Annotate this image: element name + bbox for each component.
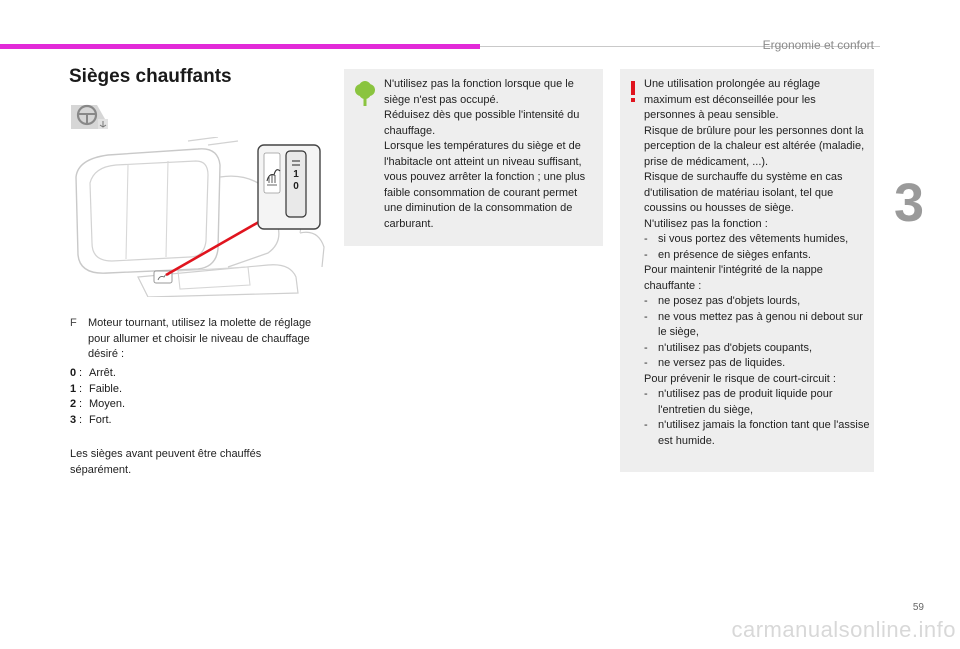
level-item: 2 : Moyen.	[70, 398, 126, 410]
heated-seat-illustration	[68, 137, 330, 297]
list-item: - ne posez pas d'objets lourds,	[644, 295, 801, 307]
list-item: - si vous portez des vêtements humides,	[644, 233, 849, 245]
warning-line: Risque de brûlure pour les personnes dont la perception de la chaleur est altérée (maladie, prise de médicament, ...).	[644, 124, 865, 168]
list-item: - ne vous mettez pas à genou ni debout sur le siège,	[644, 310, 863, 338]
page-number: 59	[912, 602, 924, 613]
dial-label-0: 0	[293, 181, 299, 192]
eco-line: Réduisez dès que possible l'intensité du chauffage.	[384, 109, 580, 137]
section-title: Ergonomie et confort	[762, 38, 874, 52]
list-item: - ne versez pas de liquides.	[644, 357, 786, 369]
level-item: 0 : Arrêt.	[70, 367, 116, 379]
warning-line: N'utilisez pas la fonction :	[644, 217, 768, 230]
warning-line: Pour maintenir l'intégrité de la nappe chauffante :	[644, 264, 823, 292]
eco-line: Lorsque les températures du siège et de l'habitacle ont atteint un niveau suffisant, vous pouvez arrêter la fonction ; une plus faible consommation de courant permet une diminution de la consommation de carburant.	[384, 140, 586, 230]
list-item: - en présence de sièges enfants.	[644, 248, 811, 261]
header-accent-bar	[0, 44, 480, 49]
instruction-text: Moteur tournant, utilisez la molette de réglage pour allumer et choisir le niveau de chauffage désiré :	[88, 317, 312, 360]
warning-exclamation-icon	[629, 81, 637, 103]
warning-box	[620, 69, 874, 472]
eco-advice-box	[344, 69, 603, 246]
steering-wheel-icon	[69, 101, 111, 131]
watermark: carmanualsonline.info	[731, 617, 956, 642]
list-item: - n'utilisez pas d'objets coupants,	[644, 341, 813, 354]
dial-label-1: 1	[293, 169, 299, 180]
level-list	[70, 366, 125, 428]
warning-line: Risque de surchauffe du système en cas d'utilisation de matériau isolant, tel que coussins ou housses de siège.	[644, 171, 843, 214]
page-title: Sièges chauffants	[69, 66, 232, 87]
level-item: 1 : Faible.	[70, 382, 123, 395]
instruction-bullet: F	[70, 317, 77, 329]
warning-line: Pour prévenir le risque de court-circuit :	[644, 372, 836, 385]
instruction-paragraph	[70, 316, 320, 363]
chapter-number: 3	[894, 173, 925, 233]
eco-line: N'utilisez pas la fonction lorsque que le siège n'est pas occupé.	[384, 78, 574, 106]
separate-heating-note: Les sièges avant peuvent être chauffés séparément.	[70, 448, 262, 476]
warning-line: Une utilisation prolongée au réglage maximum est déconseillée pour les personnes à peau sensible.	[644, 78, 821, 121]
level-item: 3 : Fort.	[70, 413, 112, 426]
list-item: - n'utilisez pas de produit liquide pour l'entretien du siège,	[644, 388, 833, 416]
list-item: - n'utilisez jamais la fonction tant que l'assise est humide.	[644, 419, 870, 447]
eco-tree-icon	[354, 81, 376, 107]
